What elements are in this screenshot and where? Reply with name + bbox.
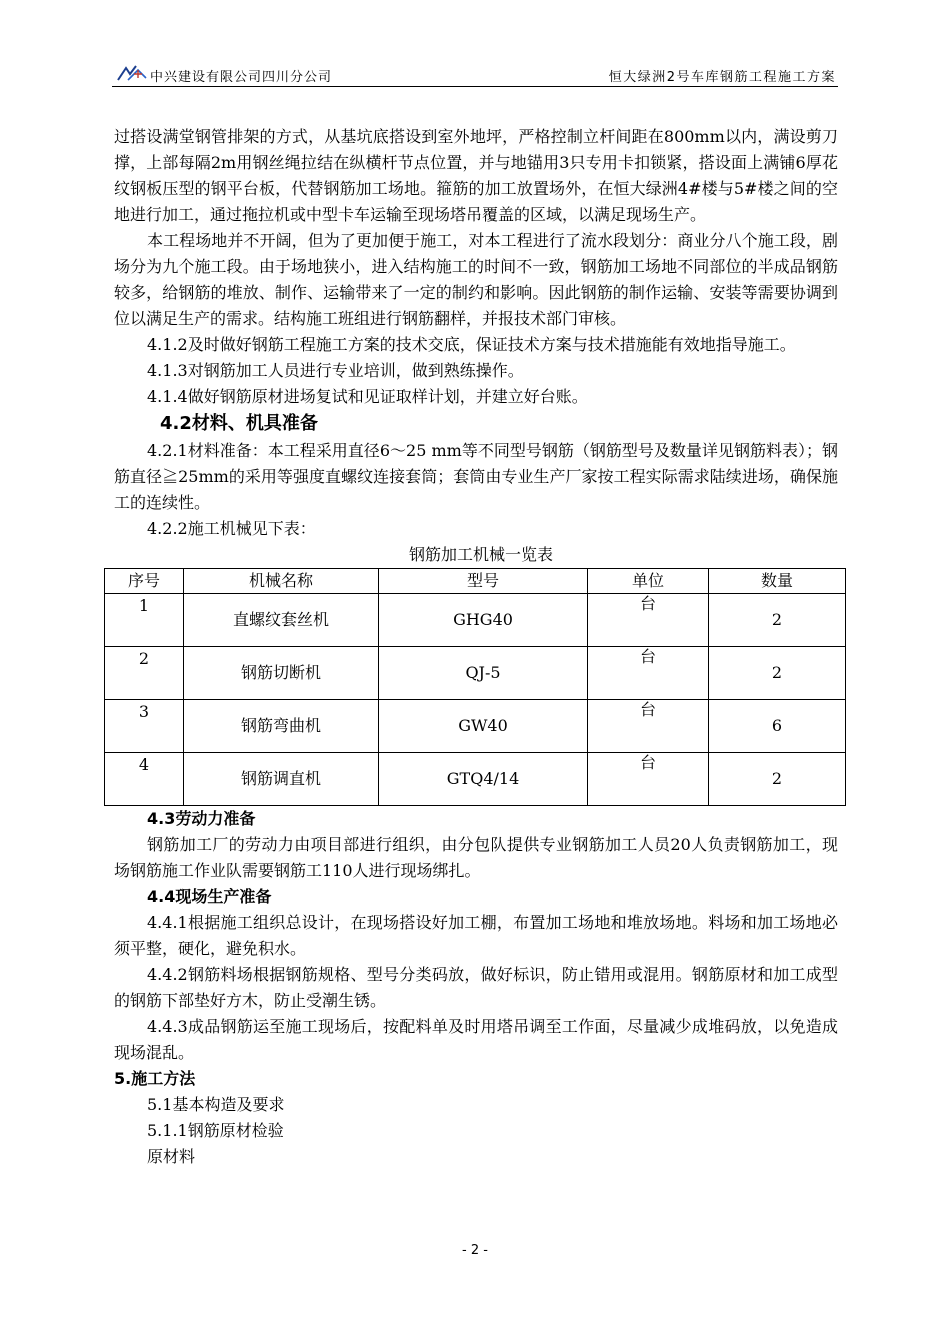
cell-model: GW40	[379, 700, 588, 753]
cell-unit: 台	[588, 594, 709, 647]
column-header: 型号	[379, 569, 588, 594]
section-heading: 4.3劳动力准备	[147, 809, 256, 828]
cell-quantity: 2	[709, 594, 846, 647]
cell-unit: 台	[588, 647, 709, 700]
table-row	[105, 700, 846, 753]
cell-seq: 1	[105, 594, 184, 647]
cell-quantity: 2	[709, 753, 846, 806]
table-header-row	[105, 569, 846, 594]
cell-quantity: 6	[709, 700, 846, 753]
cell-machine-name: 钢筋弯曲机	[184, 700, 379, 753]
paragraph: 4.2.1材料准备：本工程采用直径6～25 mm等不同型号钢筋（钢筋型号及数量详见钢筋料表）；钢筋直径≧25mm的采用等强度直螺纹连接套筒；套筒由专业生产厂家按工程实际需求陆续进场，确保施工的连续性。	[114, 441, 838, 512]
column-header: 序号	[105, 569, 184, 594]
document-body	[114, 124, 838, 1170]
section-heading: 4.4现场生产准备	[147, 887, 272, 906]
paragraph: 4.4.3成品钢筋运至施工现场后，按配料单及时用塔吊调至工作面，尽量减少成堆码放，以免造成现场混乱。	[114, 1017, 838, 1062]
column-header: 数量	[709, 569, 846, 594]
paragraph: 钢筋加工厂的劳动力由项目部进行组织，由分包队提供专业钢筋加工人员20人负责钢筋加工，现场钢筋施工作业队需要钢筋工110人进行现场绑扎。	[114, 835, 838, 880]
page-header	[112, 62, 838, 88]
paragraph: 本工程场地并不开阔，但为了更加便于施工，对本工程进行了流水段划分：商业分八个施工段，剧场分为九个施工段。由于场地狭小，进入结构施工的时间不一致，钢筋加工场地不同部位的半成品钢筋较多，给钢筋的堆放、制作、运输带来了一定的制约和影响。因此钢筋的制作运输、安装等需要协调到位以满足生产的需求。结构施工班组进行钢筋翻样，并报技术部门审核。	[114, 231, 838, 328]
paragraph: 4.1.4做好钢筋原材进场复试和见证取样计划，并建立好台账。	[147, 387, 588, 406]
machinery-table	[104, 568, 846, 806]
company-logo-icon	[116, 64, 148, 84]
cell-model: GHG40	[379, 594, 588, 647]
paragraph: 5.1.1钢筋原材检验	[147, 1121, 284, 1140]
document-title: 恒大绿洲2号车库钢筋工程施工方案	[608, 70, 836, 85]
paragraph: 4.1.3对钢筋加工人员进行专业培训，做到熟练操作。	[147, 361, 524, 380]
cell-unit: 台	[588, 700, 709, 753]
section-heading: 4.2材料、机具准备	[160, 413, 318, 434]
table-caption: 钢筋加工机械一览表	[408, 545, 553, 564]
cell-machine-name: 直螺纹套丝机	[184, 594, 379, 647]
header-divider	[112, 86, 838, 87]
cell-quantity: 2	[709, 647, 846, 700]
cell-machine-name: 钢筋调直机	[184, 753, 379, 806]
column-header: 机械名称	[184, 569, 379, 594]
cell-seq: 3	[105, 700, 184, 753]
company-name: 中兴建设有限公司四川分公司	[150, 70, 333, 85]
paragraph: 4.2.2施工机械见下表：	[147, 519, 316, 538]
cell-machine-name: 钢筋切断机	[184, 647, 379, 700]
cell-model: QJ-5	[379, 647, 588, 700]
table-row	[105, 647, 846, 700]
paragraph: 过搭设满堂钢管排架的方式，从基坑底搭设到室外地坪，严格控制立杆间距在800mm以内，满设剪刀撑，上部每隔2m用钢丝绳拉结在纵横杆节点位置，并与地锚用3只专用卡扣锁紧，搭设面上满铺6厚花纹钢板压型的钢平台板，代替钢筋加工场地。箍筋的加工放置场外，在恒大绿洲4#楼与5#楼之间的空地进行加工，通过拖拉机或中型卡车运输至现场塔吊覆盖的区域，以满足现场生产。	[114, 127, 838, 224]
table-row	[105, 594, 846, 647]
cell-unit: 台	[588, 753, 709, 806]
paragraph: 5.1基本构造及要求	[147, 1095, 285, 1114]
cell-model: GTQ4/14	[379, 753, 588, 806]
paragraph: 4.1.2及时做好钢筋工程施工方案的技术交底，保证技术方案与技术措施能有效地指导施工。	[147, 335, 796, 354]
cell-seq: 2	[105, 647, 184, 700]
cell-seq: 4	[105, 753, 184, 806]
paragraph: 原材料	[147, 1147, 196, 1166]
page-number: - 2 -	[462, 1243, 488, 1258]
chapter-heading: 5.施工方法	[114, 1069, 196, 1088]
paragraph: 4.4.2钢筋料场根据钢筋规格、型号分类码放，做好标识，防止错用或混用。钢筋原材和加工成型的钢筋下部垫好方木，防止受潮生锈。	[114, 965, 838, 1010]
table-row	[105, 753, 846, 806]
paragraph: 4.4.1根据施工组织总设计，在现场搭设好加工棚，布置加工场地和堆放场地。料场和加工场地必须平整，硬化，避免积水。	[114, 913, 838, 958]
column-header: 单位	[588, 569, 709, 594]
